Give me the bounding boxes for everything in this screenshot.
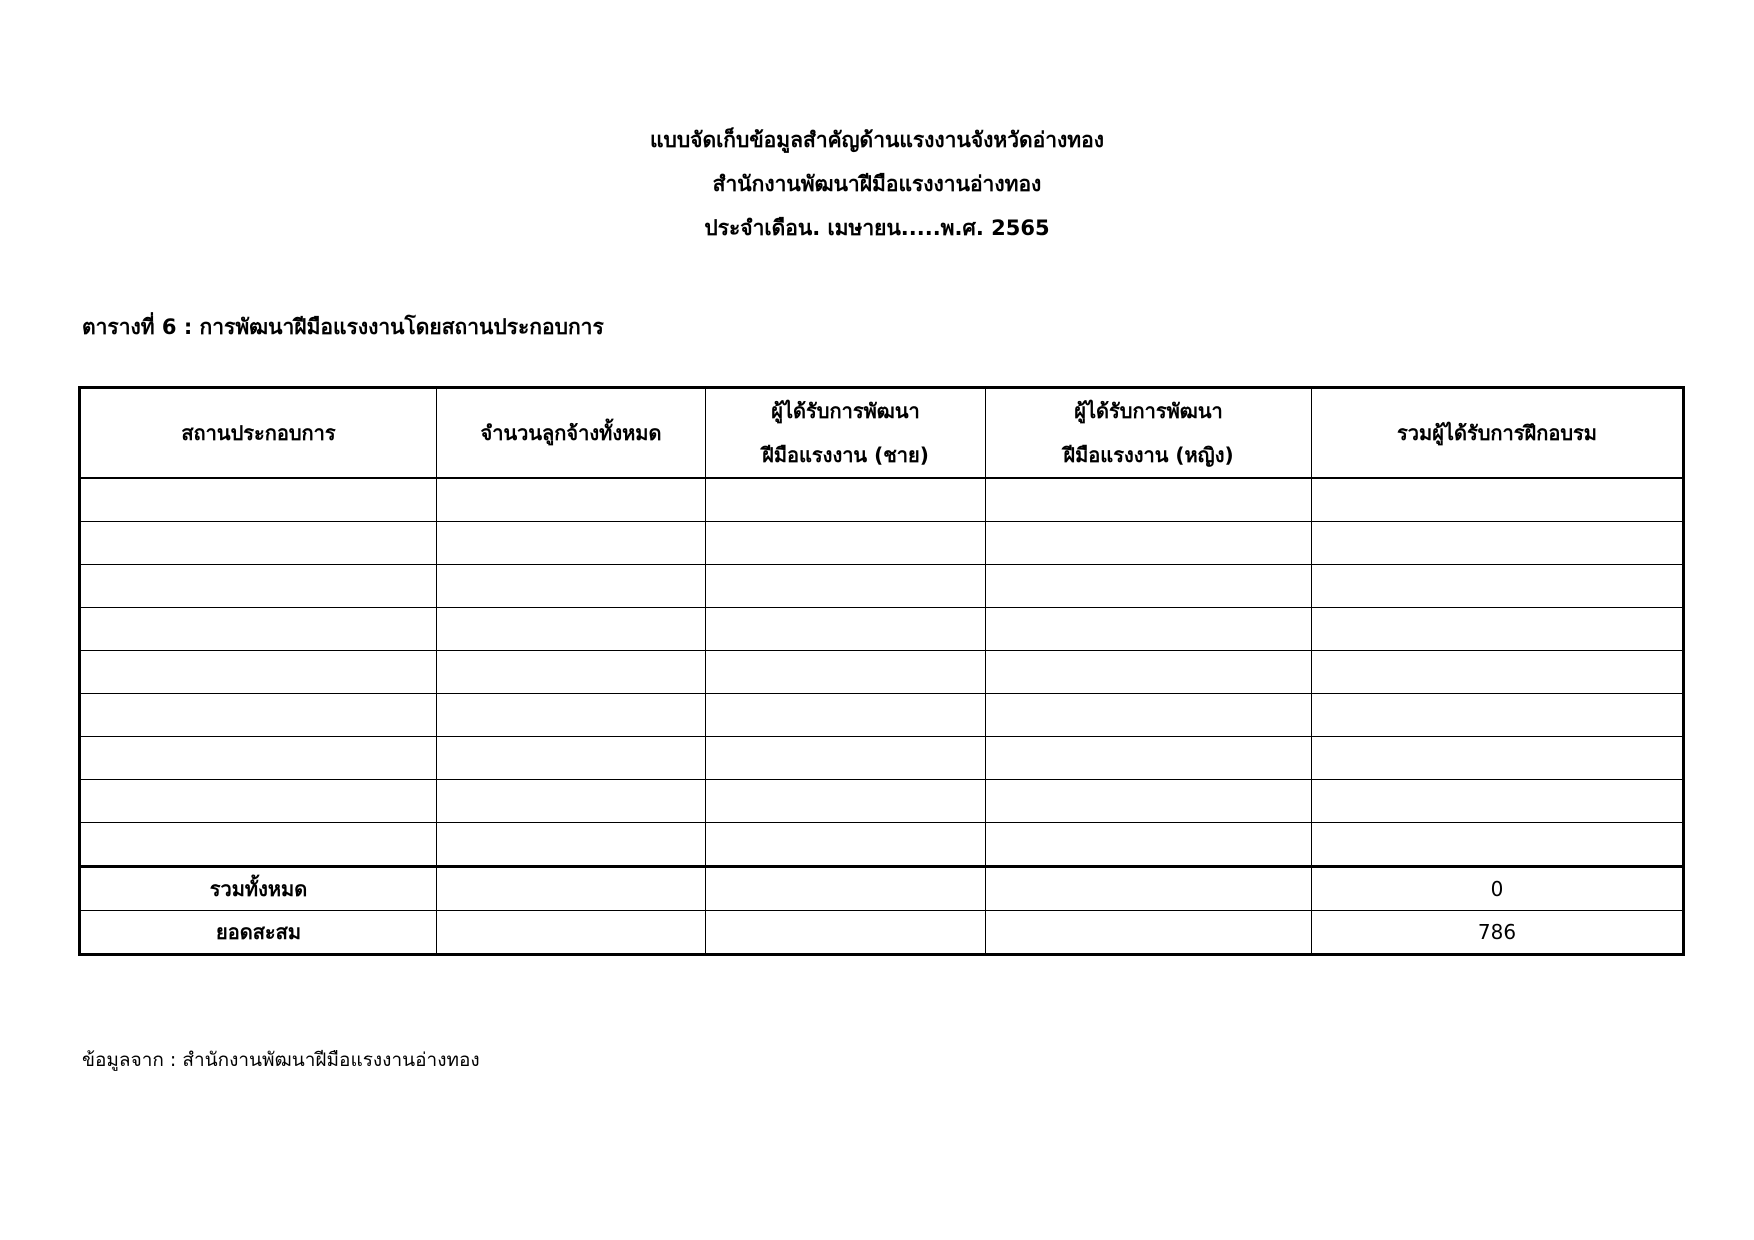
table-cell — [706, 780, 986, 823]
table-cell — [706, 694, 986, 737]
table-cell — [80, 522, 437, 565]
table-cell — [986, 823, 1312, 867]
table-cell — [986, 522, 1312, 565]
total-row-female — [986, 867, 1312, 911]
table-cell — [986, 780, 1312, 823]
table-cell — [80, 823, 437, 867]
table-cell — [80, 478, 437, 522]
cumulative-row-male — [706, 911, 986, 955]
cumulative-row-trained-total: 786 — [1312, 911, 1684, 955]
table-cell — [1312, 565, 1684, 608]
col-header-total-trained-label: รวมผู้ได้รับการฝึกอบรม — [1397, 421, 1597, 445]
col-header-employees-label: จำนวนลูกจ้างทั้งหมด — [480, 421, 662, 445]
table-cell — [80, 651, 437, 694]
table-cell — [706, 478, 986, 522]
table-cell — [1312, 522, 1684, 565]
col-header-female-line1: ผู้ได้รับการพัฒนา — [1074, 399, 1223, 423]
table-cell — [706, 522, 986, 565]
table-cell — [437, 780, 706, 823]
table-cell — [986, 737, 1312, 780]
total-row-label: รวมทั้งหมด — [80, 867, 437, 911]
header-office: สำนักงานพัฒนาฝีมือแรงงานอ่างทอง — [712, 172, 1042, 196]
header-period: ประจำเดือน. เมษายน.....พ.ศ. 2565 — [704, 216, 1050, 240]
table-cell — [986, 651, 1312, 694]
table-cell — [1312, 737, 1684, 780]
table-cell — [437, 565, 706, 608]
table-cell — [437, 608, 706, 651]
table-row — [80, 608, 1684, 651]
col-header-employees — [437, 388, 706, 479]
total-row-trained-total: 0 — [1312, 867, 1684, 911]
table-cell — [706, 823, 986, 867]
table-cell — [706, 737, 986, 780]
table-cell — [706, 651, 986, 694]
col-header-female-line2: ฝีมือแรงงาน (หญิง) — [1063, 443, 1234, 467]
total-row-male — [706, 867, 986, 911]
cumulative-row-label: ยอดสะสม — [80, 911, 437, 955]
skill-development-table — [78, 386, 1685, 956]
col-header-male-line1: ผู้ได้รับการพัฒนา — [771, 399, 920, 423]
table-cell — [986, 478, 1312, 522]
table-header-row — [80, 388, 1684, 479]
table-cell — [1312, 651, 1684, 694]
table-cell — [437, 823, 706, 867]
table-row — [80, 565, 1684, 608]
table-row — [80, 737, 1684, 780]
table-title: ตารางที่ 6 : การพัฒนาฝีมือแรงงานโดยสถานประกอบการ — [82, 315, 604, 339]
table-cell — [1312, 823, 1684, 867]
table-cell — [80, 608, 437, 651]
cumulative-row — [80, 911, 1684, 955]
total-row — [80, 867, 1684, 911]
table-cell — [80, 565, 437, 608]
table-cell — [1312, 608, 1684, 651]
table-cell — [80, 780, 437, 823]
table-cell — [706, 565, 986, 608]
cumulative-row-female — [986, 911, 1312, 955]
table-cell — [706, 608, 986, 651]
total-row-employees — [437, 867, 706, 911]
table-cell — [437, 522, 706, 565]
col-header-establishment — [80, 388, 437, 479]
col-header-female-trained — [986, 388, 1312, 479]
table-cell — [437, 478, 706, 522]
source-note: ข้อมูลจาก : สำนักงานพัฒนาฝีมือแรงงานอ่างทอง — [82, 1049, 480, 1071]
table-cell — [1312, 694, 1684, 737]
table-cell — [80, 694, 437, 737]
table-cell — [986, 565, 1312, 608]
col-header-establishment-label: สถานประกอบการ — [181, 421, 336, 445]
document-header — [0, 118, 1754, 250]
table-cell — [80, 737, 437, 780]
table-cell — [1312, 780, 1684, 823]
table-cell — [437, 651, 706, 694]
table-cell — [437, 737, 706, 780]
table-row — [80, 823, 1684, 867]
table-row — [80, 478, 1684, 522]
col-header-total-trained — [1312, 388, 1684, 479]
table-row — [80, 522, 1684, 565]
table-cell — [986, 608, 1312, 651]
table-cell — [986, 694, 1312, 737]
table-cell — [437, 694, 706, 737]
col-header-male-line2: ฝีมือแรงงาน (ชาย) — [762, 443, 929, 467]
header-title: แบบจัดเก็บข้อมูลสำคัญด้านแรงงานจังหวัดอ่างทอง — [649, 128, 1105, 152]
table-row — [80, 694, 1684, 737]
table-row — [80, 651, 1684, 694]
table-row — [80, 780, 1684, 823]
col-header-male-trained — [706, 388, 986, 479]
table-cell — [1312, 478, 1684, 522]
cumulative-row-employees — [437, 911, 706, 955]
